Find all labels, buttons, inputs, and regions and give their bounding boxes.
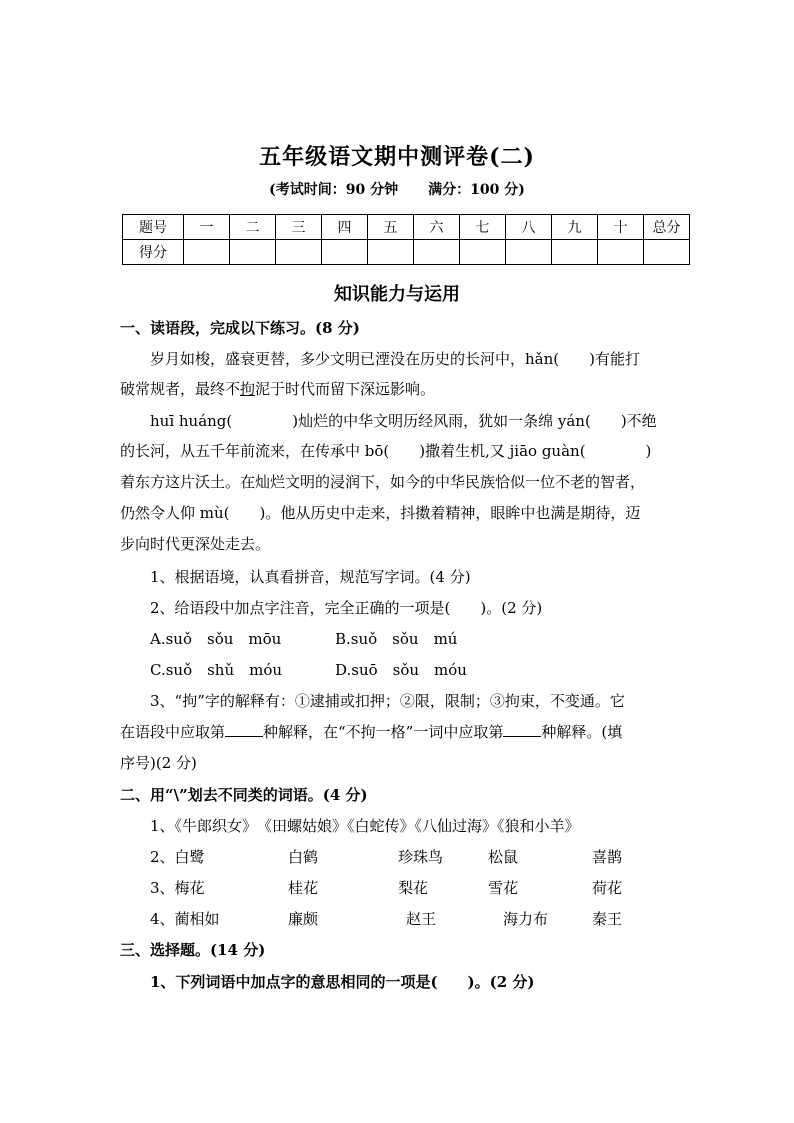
score-entry-cell[interactable]	[644, 240, 690, 265]
exam-title: 五年级语文期中测评卷(二)	[259, 144, 535, 170]
word-item[interactable]: 桂花	[288, 879, 319, 897]
word-item[interactable]: 雪花	[488, 879, 519, 897]
exam-full-score: 满分：100 分)	[428, 182, 525, 198]
q1-sub2: 2、给语段中加点字注音，完全正确的一项是( )。(2 分)	[150, 599, 543, 617]
score-table-cell: 九	[552, 215, 598, 240]
score-table-cell: 八	[506, 215, 552, 240]
score-table-cell: 一	[184, 215, 230, 240]
score-entry-cell[interactable]	[276, 240, 322, 265]
exam-subtitle	[0, 179, 794, 199]
score-table-cell: 总分	[644, 215, 690, 240]
score-table-cell: 得分	[123, 240, 184, 265]
word-item[interactable]: 3、梅花	[150, 879, 205, 897]
score-entry-cell[interactable]	[368, 240, 414, 265]
word-item[interactable]: 松鼠	[488, 848, 519, 866]
word-item[interactable]: 白鹤	[288, 848, 319, 866]
q1-sub3: 3、“拘”字的解释有：①逮捕或扣押；②限，限制；③拘束，不变通。它	[150, 692, 625, 710]
score-table-cell: 三	[276, 215, 322, 240]
q1-sub3-text: 种解释。(填	[541, 723, 623, 741]
score-table-header-row	[123, 215, 690, 240]
score-entry-cell[interactable]	[230, 240, 276, 265]
passage-line: 的长河，从五千年前流来，在传承中 bō( )撒着生机,又 jiāo guàn( )	[120, 442, 652, 460]
score-entry-cell[interactable]	[552, 240, 598, 265]
passage-line: 步向时代更深处走去。	[120, 535, 271, 553]
option-b: B.suǒ sǒu mú	[335, 630, 458, 648]
word-item[interactable]: 喜鹊	[592, 848, 623, 866]
q2-heading: 二、用“\”划去不同类的词语。(4 分)	[120, 786, 368, 804]
word-item[interactable]: 2、白鹭	[150, 848, 205, 866]
q1-sub3-text: 种解释，在“不拘一格”一词中应取第	[263, 723, 504, 741]
q1-sub1: 1、根据语境，认真看拼音，规范写字词。(4 分)	[150, 568, 471, 586]
score-table-cell: 二	[230, 215, 276, 240]
answer-blank[interactable]	[225, 722, 263, 737]
exam-time: (考试时间：90 分钟	[269, 182, 399, 198]
q3-sub1: 1、下列词语中加点字的意思相同的一项是( )。(2 分)	[150, 973, 535, 991]
passage-line: 着东方这片沃土。在灿烂文明的浸润下，如今的中华民族恰似一位不老的智者，	[120, 473, 646, 491]
score-entry-cell[interactable]	[184, 240, 230, 265]
score-table-score-row	[123, 240, 690, 265]
answer-blank[interactable]	[503, 722, 541, 737]
passage-line: 岁月如梭，盛衰更替，多少文明已湮没在历史的长河中，hǎn( )有能打	[150, 350, 640, 368]
word-item[interactable]: 珍珠鸟	[398, 848, 444, 866]
word-item[interactable]: 赵王	[406, 910, 437, 928]
option-a: A.suǒ sǒu mōu	[150, 630, 282, 648]
score-entry-cell[interactable]	[460, 240, 506, 265]
q3-heading: 三、选择题。(14 分)	[120, 941, 266, 959]
word-item[interactable]: 廉颇	[288, 910, 319, 928]
score-table-cell: 十	[598, 215, 644, 240]
option-c: C.suǒ shǔ móu	[150, 661, 283, 679]
score-entry-cell[interactable]	[414, 240, 460, 265]
word-item[interactable]: 4、蔺相如	[150, 910, 220, 928]
q2-row: 1、《牛郎织女》 《田螺姑娘》《白蛇传》《八仙过海》《狼和小羊》	[150, 817, 580, 835]
passage-text: 泥于时代而留下深远影响。	[255, 380, 436, 398]
score-entry-cell[interactable]	[598, 240, 644, 265]
passage-line: 仍然令人仰 mù( )。他从历史中走来，抖擞着精神，眼眸中也满是期待，迈	[120, 504, 641, 522]
passage-line: huī huáng( )灿烂的中华文明历经风雨，犹如一条绵 yán( )不绝	[150, 412, 657, 430]
score-entry-cell[interactable]	[506, 240, 552, 265]
score-table	[122, 214, 690, 265]
marked-character: 拘	[240, 380, 256, 398]
q1-sub3-line: 序号)(2 分)	[120, 754, 197, 772]
q1-heading: 一、读语段，完成以下练习。(8 分)	[120, 319, 360, 337]
option-d: D.suō sǒu móu	[335, 661, 467, 679]
word-item[interactable]: 荷花	[592, 879, 623, 897]
score-table-cell: 题号	[123, 215, 184, 240]
q1-sub3-text: 在语段中应取第	[120, 723, 226, 741]
score-table-cell: 五	[368, 215, 414, 240]
word-item[interactable]: 梨花	[398, 879, 429, 897]
q1-sub3-line	[120, 721, 622, 742]
score-table-cell: 四	[322, 215, 368, 240]
word-item[interactable]: 秦王	[592, 910, 623, 928]
passage-text: 破常规者，最终不	[120, 380, 241, 398]
passage-line	[120, 378, 435, 399]
word-item[interactable]: 海力布	[503, 910, 549, 928]
score-table-cell: 七	[460, 215, 506, 240]
score-entry-cell[interactable]	[322, 240, 368, 265]
section-title: 知识能力与运用	[334, 284, 460, 305]
score-table-cell: 六	[414, 215, 460, 240]
